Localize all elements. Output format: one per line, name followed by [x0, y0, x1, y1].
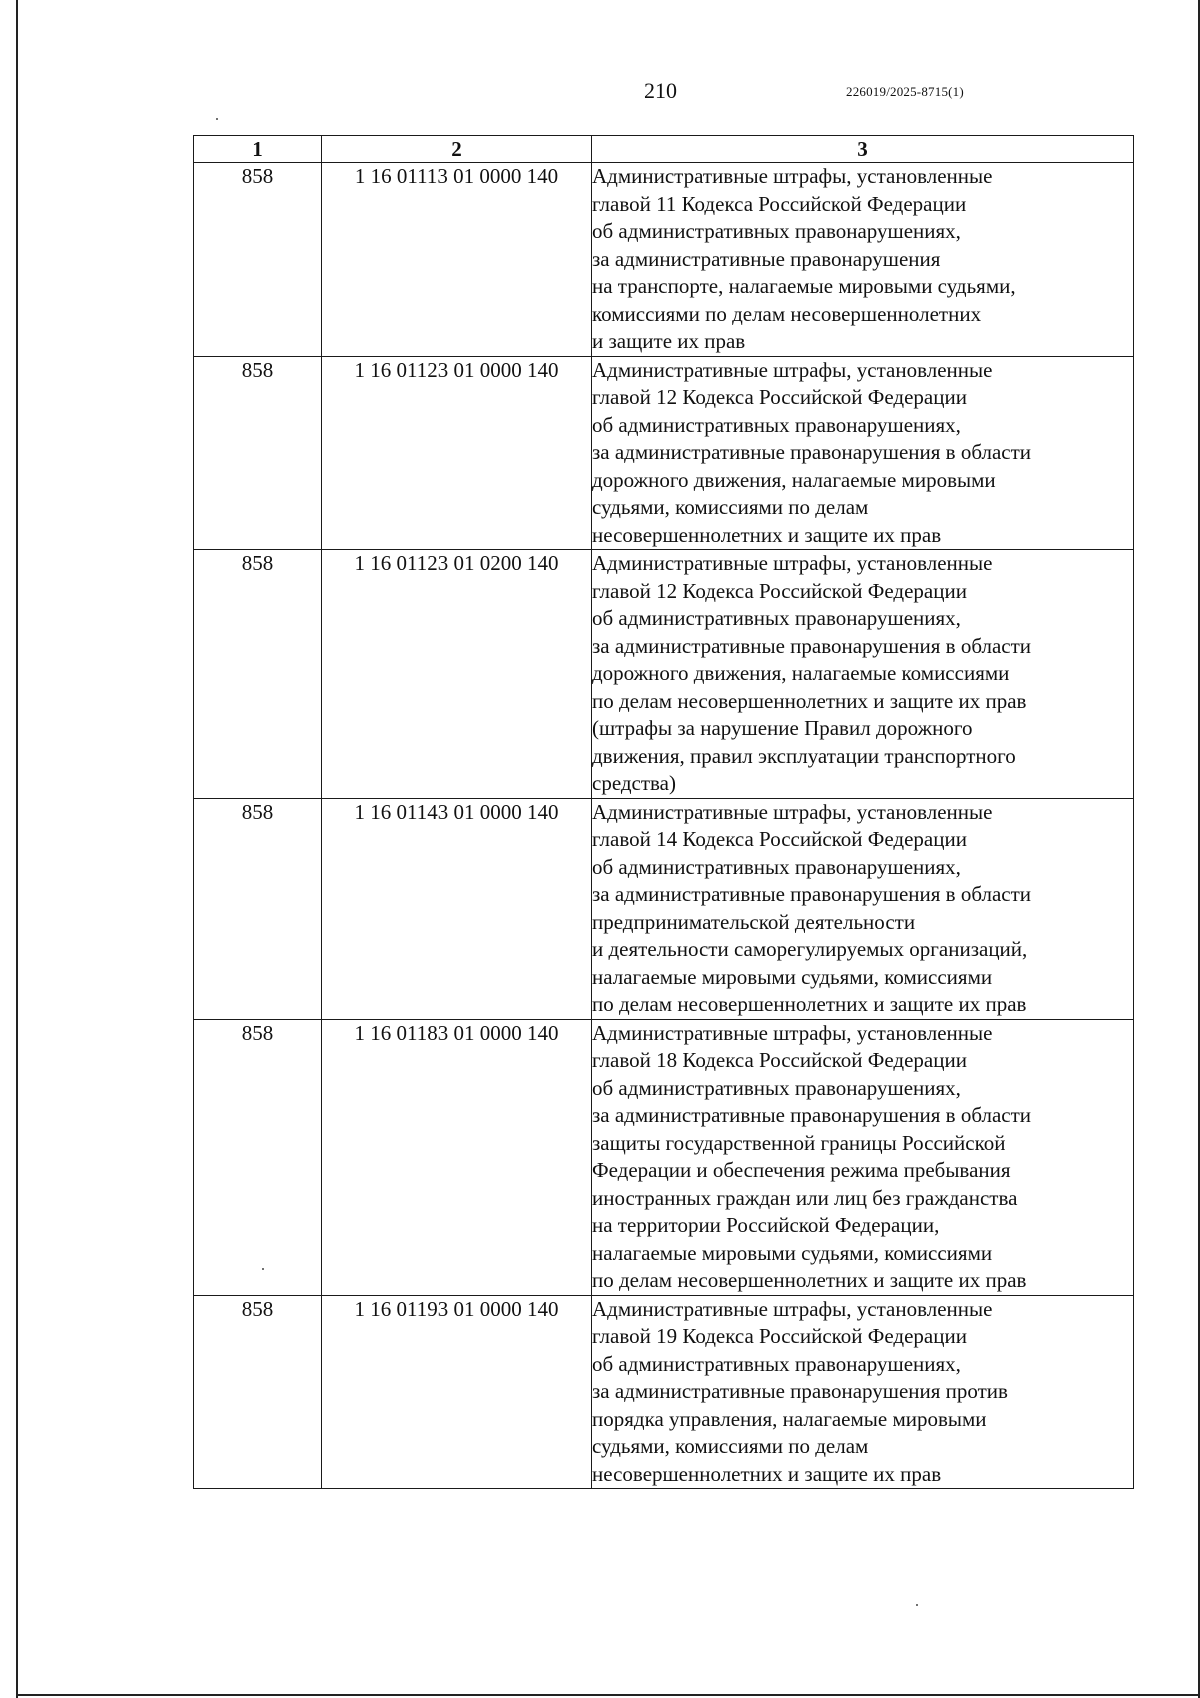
description-line: главой 12 Кодекса Российской Федерации: [592, 385, 967, 409]
income-description-cell: [592, 163, 1134, 357]
income-description-cell: [592, 1295, 1134, 1489]
description-line: Административные штрафы, установленные: [592, 164, 993, 188]
description-line: судьями, комиссиями по делам: [592, 495, 869, 519]
description-line: на транспорте, налагаемые мировыми судьями,: [592, 274, 1016, 298]
table-row: [194, 163, 1134, 357]
description-line: главой 18 Кодекса Российской Федерации: [592, 1048, 967, 1072]
budget-classification-code-cell: 1 16 01183 01 0000 140: [322, 1019, 592, 1295]
table-row: [194, 798, 1134, 1019]
description-line: на территории Российской Федерации,: [592, 1213, 940, 1237]
admin-code-cell: 858: [194, 163, 322, 357]
description-line: об административных правонарушениях,: [592, 606, 961, 630]
description-line: Административные штрафы, установленные: [592, 357, 993, 382]
income-description-cell: [592, 1019, 1134, 1295]
description-line: об административных правонарушениях,: [592, 1351, 961, 1376]
admin-code-cell: 858: [194, 798, 322, 1019]
description-line: защиты государственной границы Российской: [592, 1130, 1006, 1155]
budget-codes-table: [193, 135, 1134, 1489]
column-header-2: 2: [322, 136, 592, 163]
description-line: Административные штрафы, установленные: [592, 799, 993, 824]
description-line: несовершеннолетних и защите их прав: [592, 1461, 942, 1486]
description-line: главой 19 Кодекса Российской Федерации: [592, 1324, 967, 1348]
page-border-bottom: [16, 1694, 1200, 1696]
budget-classification-code-cell: 1 16 01143 01 0000 140: [322, 798, 592, 1019]
column-header-1: 1: [194, 136, 322, 163]
description-line: главой 14 Кодекса Российской Федерации: [592, 827, 967, 851]
description-line: комиссиями по делам несовершеннолетних: [592, 301, 982, 326]
budget-classification-code-cell: 1 16 01123 01 0200 140: [322, 550, 592, 799]
description-line: за административные правонарушения против: [592, 1379, 1008, 1403]
description-line: за административные правонарушения в области: [592, 1103, 1032, 1127]
admin-code-cell: 858: [194, 1019, 322, 1295]
page-number: 210: [644, 78, 677, 103]
description-line: предпринимательской деятельности: [592, 909, 916, 934]
budget-classification-code-cell: 1 16 01123 01 0000 140: [322, 356, 592, 550]
description-line: за административные правонарушения в области: [592, 633, 1032, 658]
description-line: средства): [592, 771, 676, 795]
description-line: по делам несовершеннолетних и защите их прав: [592, 992, 1027, 1016]
description-line: главой 11 Кодекса Российской Федерации: [592, 191, 967, 216]
table-row: [194, 1019, 1134, 1295]
description-line: и защите их прав: [592, 329, 746, 353]
table-body: [194, 163, 1134, 1489]
table-row: [194, 1295, 1134, 1489]
description-line: налагаемые мировыми судьями, комиссиями: [592, 964, 993, 989]
description-line: за административные правонарушения в области: [592, 882, 1032, 906]
description-line: за административные правонарушения: [592, 246, 941, 271]
description-line: по делам несовершеннолетних и защите их прав: [592, 1268, 1027, 1292]
table-row: [194, 356, 1134, 550]
description-line: Административные штрафы, установленные: [592, 1020, 993, 1045]
description-line: об административных правонарушениях,: [592, 219, 961, 243]
description-line: иностранных граждан или лиц без гражданства: [592, 1185, 1018, 1210]
description-line: порядка управления, налагаемые мировыми: [592, 1406, 987, 1431]
description-line: об административных правонарушениях,: [592, 1075, 961, 1100]
admin-code-cell: 858: [194, 356, 322, 550]
description-line: Административные штрафы, установленные: [592, 551, 993, 575]
description-line: об административных правонарушениях,: [592, 412, 961, 437]
admin-code-cell: 858: [194, 550, 322, 799]
table-header-row: [194, 136, 1134, 163]
description-line: движения, правил эксплуатации транспортного: [592, 743, 1016, 768]
table-row: [194, 550, 1134, 799]
description-line: и деятельности саморегулируемых организаций,: [592, 937, 1028, 961]
document-reference: 226019/2025-8715(1): [846, 84, 964, 99]
description-line: судьями, комиссиями по делам: [592, 1434, 869, 1458]
page-border-left: [16, 0, 18, 1698]
column-header-3: 3: [592, 136, 1134, 163]
description-line: дорожного движения, налагаемые комиссиями: [592, 661, 1010, 685]
description-line: за административные правонарушения в области: [592, 440, 1032, 464]
description-line: Административные штрафы, установленные: [592, 1296, 993, 1321]
description-line: по делам несовершеннолетних и защите их прав: [592, 688, 1027, 713]
description-line: об административных правонарушениях,: [592, 854, 961, 879]
description-line: несовершеннолетних и защите их прав: [592, 522, 942, 547]
description-line: (штрафы за нарушение Правил дорожного: [592, 716, 973, 740]
description-line: главой 12 Кодекса Российской Федерации: [592, 578, 967, 603]
income-description-cell: [592, 550, 1134, 799]
admin-code-cell: 858: [194, 1295, 322, 1489]
scan-speck: [916, 1604, 918, 1606]
description-line: Федерации и обеспечения режима пребывания: [592, 1158, 1011, 1182]
income-description-cell: [592, 356, 1134, 550]
description-line: дорожного движения, налагаемые мировыми: [592, 467, 996, 492]
income-description-cell: [592, 798, 1134, 1019]
budget-classification-code-cell: 1 16 01193 01 0000 140: [322, 1295, 592, 1489]
scan-speck: [216, 118, 218, 120]
description-line: налагаемые мировыми судьями, комиссиями: [592, 1240, 993, 1265]
budget-classification-code-cell: 1 16 01113 01 0000 140: [322, 163, 592, 357]
